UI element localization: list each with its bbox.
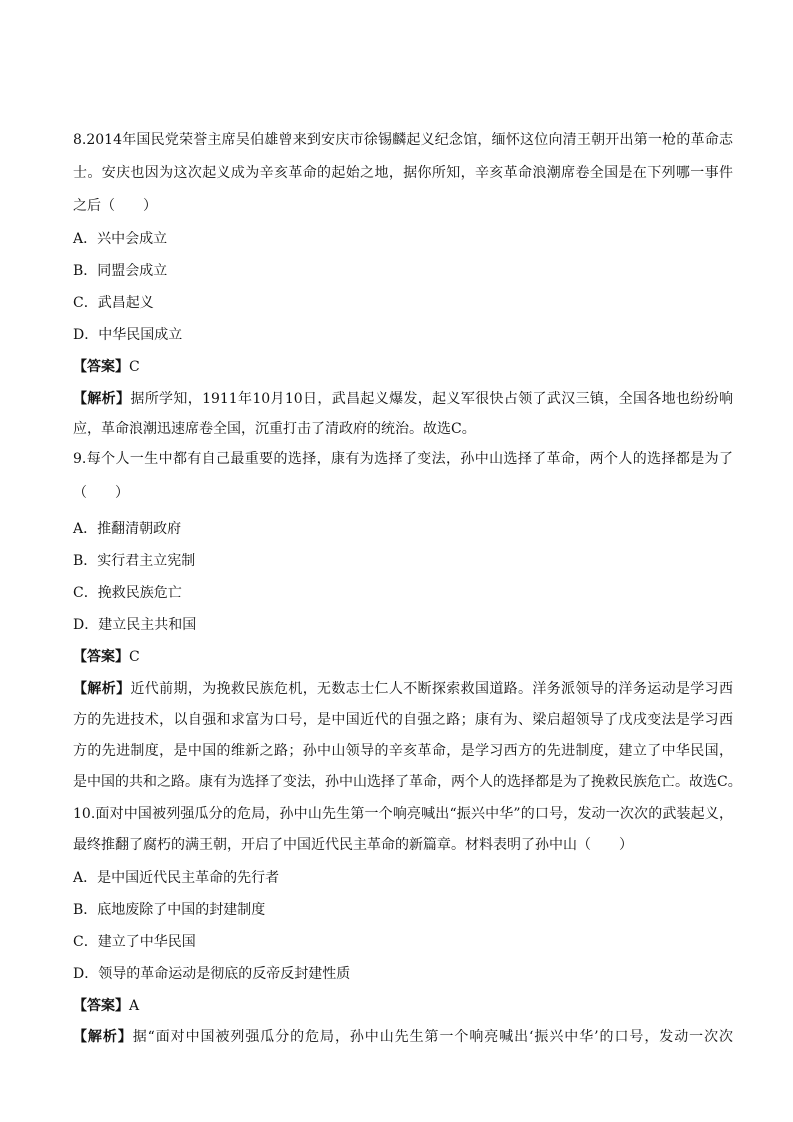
question-10-option-d: D．领导的革命运动是彻底的反帝反封建性质	[73, 966, 351, 982]
question-10-option-c: C．建立了中华民国	[73, 934, 196, 950]
question-8-answer	[73, 357, 733, 377]
question-10-stem-line-2: 最终推翻了腐朽的满王朝，开启了中国近代民主革命的新篇章。材料表明了孙中山（ ）	[73, 837, 633, 853]
question-9-analysis-line-1: 【解析】近代前期，为挽救民族危机，无数志士仁人不断探索救国道路。洋务派领导的洋务运动是学习西	[73, 681, 734, 697]
question-8-number: 8.	[73, 132, 87, 148]
analysis-label: 【解析】	[73, 681, 131, 697]
question-9-analysis-line-2: 方的先进技术，以自强和求富为口号，是中国近代的自强之路；康有为、梁启超领导了戊戌变法是学习西	[73, 712, 733, 728]
question-10-option-a: A．是中国近代民主革命的先行者	[73, 870, 280, 886]
question-9-stem-line-2: （ ）	[73, 485, 129, 501]
question-9-stem-line-1: 9.每个人一生中都有自己最重要的选择，康有为选择了变法，孙中山选择了革命，两个人的选择都是为了	[73, 451, 733, 467]
question-9-answer	[73, 647, 733, 667]
answer-label: 【答案】	[73, 998, 129, 1014]
question-8-option-c: C．武昌起义	[73, 295, 154, 311]
question-10-number: 10.	[73, 806, 96, 822]
question-8-stem-line-2: 士。安庆也因为这次起义成为辛亥革命的起始之地，据你所知，辛亥革命浪潮席卷全国是在下列哪一事件	[73, 165, 733, 181]
answer-label: 【答案】	[73, 359, 129, 375]
question-9-option-a: A．推翻清朝政府	[73, 521, 182, 537]
question-9-analysis-line-3: 方的先进制度，是中国的维新之路；孙中山领导的辛亥革命，是学习西方的先进制度，建立了中华民国，	[73, 743, 733, 759]
question-8-stem-line-1: 8.2014年国民党荣誉主席吴伯雄曾来到安庆市徐锡麟起义纪念馆，缅怀这位向清王朝开出第一枪的革命志	[73, 132, 733, 148]
question-8-stem-line-3: 之后（ ）	[73, 198, 157, 214]
answer-label: 【答案】	[73, 649, 129, 665]
answer-value: C	[129, 359, 140, 375]
question-10-analysis-line-1: 【解析】据“面对中国被列强瓜分的危局，孙中山先生第一个响亮喊出‘振兴中华’的口号，发动一次次	[73, 1029, 733, 1045]
question-8-option-d: D．中华民国成立	[73, 327, 183, 343]
question-9-option-d: D．建立民主共和国	[73, 617, 197, 633]
question-8-option-a: A．兴中会成立	[73, 231, 168, 247]
question-10-answer	[73, 996, 733, 1016]
analysis-label: 【解析】	[73, 1029, 133, 1045]
analysis-label: 【解析】	[73, 391, 131, 407]
question-9-option-b: B．实行君主立宪制	[73, 553, 196, 569]
question-9-number: 9.	[73, 451, 87, 467]
answer-value: A	[129, 998, 140, 1014]
question-10-option-b: B．底地废除了中国的封建制度	[73, 902, 266, 918]
question-9-analysis-line-4: 是中国的共和之路。康有为选择了变法，孙中山选择了革命，两个人的选择都是为了挽救民族危亡。故选C。	[73, 774, 742, 790]
question-10-stem-line-1: 10.面对中国被列强瓜分的危局，孙中山先生第一个响亮喊出“振兴中华”的口号，发动一次次的武装起义，	[73, 806, 733, 822]
question-9-option-c: C．挽救民族危亡	[73, 585, 182, 601]
answer-value: C	[129, 649, 140, 665]
question-8-analysis-line-1: 【解析】据所学知，1911年10月10日，武昌起义爆发，起义军很快占领了武汉三镇，全国各地也纷纷响	[73, 391, 733, 407]
question-8-option-b: B．同盟会成立	[73, 263, 168, 279]
question-8-analysis-line-2: 应，革命浪潮迅速席卷全国，沉重打击了清政府的统治。故选C。	[73, 421, 476, 437]
